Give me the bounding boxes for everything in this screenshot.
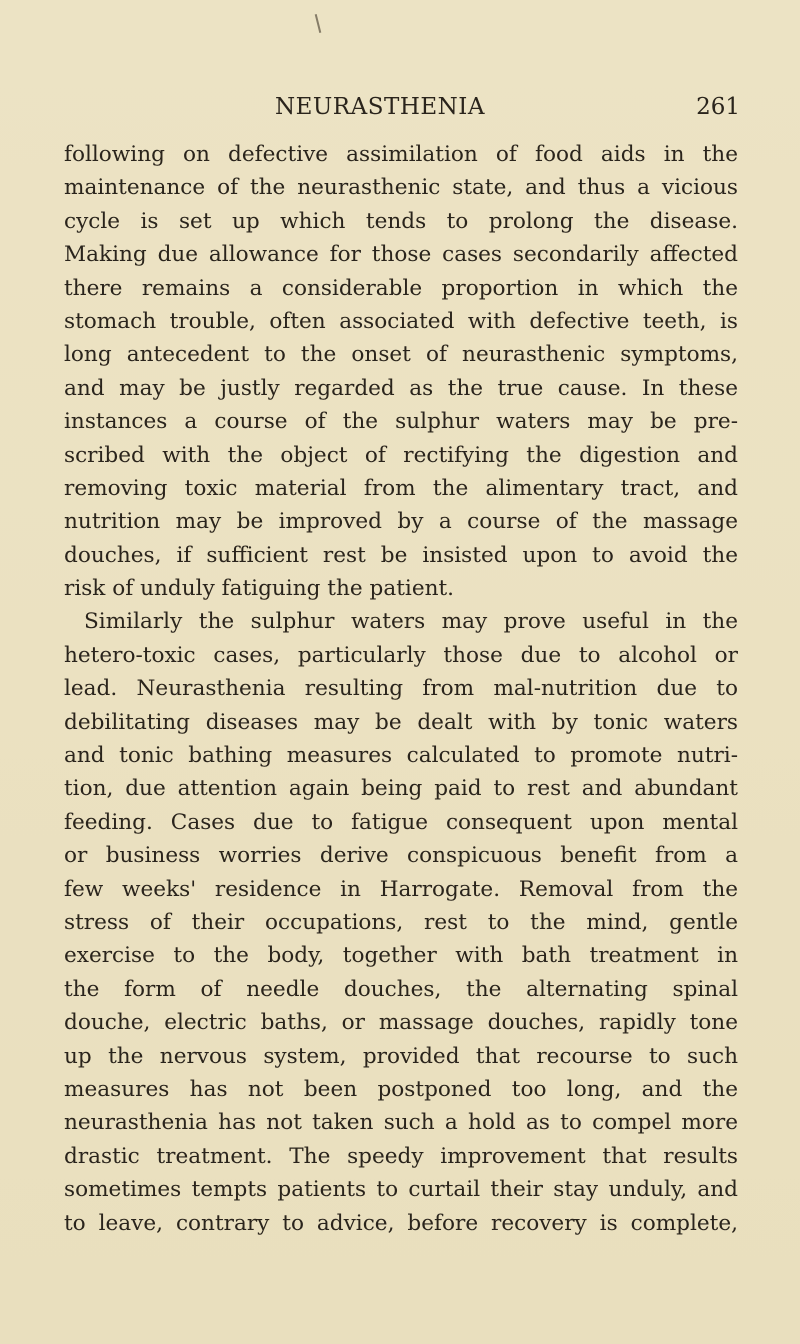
text-line: tion, due attention again being paid to rest and abundant	[64, 776, 738, 802]
text-line: debilitating diseases may be dealt with by tonic waters	[64, 709, 738, 735]
text-line: neurasthenia has not taken such a hold as to compel more	[64, 1110, 738, 1136]
text-line: to leave, contrary to advice, before recovery is complete,	[64, 1210, 738, 1236]
text-line: feeding. Cases due to fatigue consequent upon mental	[64, 809, 738, 835]
text-line-paragraph-end: risk of unduly fatiguing the patient.	[64, 576, 455, 602]
text-line-paragraph-start: Similarly the sulphur waters may prove useful in the	[84, 609, 738, 635]
text-line: and tonic bathing measures calculated to promote nutri-	[64, 743, 738, 769]
text-line: nutrition may be improved by a course of the massage	[64, 509, 738, 535]
text-line: lead. Neurasthenia resulting from mal-nutrition due to	[64, 676, 738, 702]
page-number: 261	[696, 94, 740, 120]
text-line: there remains a considerable proportion in which the	[64, 275, 738, 301]
text-line: stomach trouble, often associated with defective teeth, is	[64, 308, 738, 334]
text-line: instances a course of the sulphur waters may be pre-	[64, 409, 738, 435]
text-line: douches, if sufficient rest be insisted upon to avoid the	[64, 542, 738, 568]
text-line: up the nervous system, provided that recourse to such	[64, 1043, 738, 1069]
text-line: scribed with the object of rectifying the digestion and	[64, 442, 738, 468]
text-line: the form of needle douches, the alternating spinal	[64, 976, 738, 1002]
text-line: cycle is set up which tends to prolong the disease.	[64, 208, 738, 234]
text-line: sometimes tempts patients to curtail their stay unduly, and	[64, 1177, 738, 1203]
body-text	[64, 138, 738, 1240]
text-line: hetero-toxic cases, particularly those due to alcohol or	[64, 642, 738, 668]
text-line: few weeks' residence in Harrogate. Removal from the	[64, 876, 738, 902]
text-line: douche, electric baths, or massage douches, rapidly tone	[64, 1010, 738, 1036]
text-line: drastic treatment. The speedy improvement that results	[64, 1143, 738, 1169]
text-line: long antecedent to the onset of neurasthenic symptoms,	[64, 342, 738, 368]
text-line: following on defective assimilation of food aids in the	[64, 142, 738, 167]
text-line: maintenance of the neurasthenic state, and thus a vicious	[64, 175, 738, 201]
text-line: and may be justly regarded as the true cause. In these	[64, 375, 738, 401]
ink-speck	[315, 14, 322, 33]
text-line: removing toxic material from the alimentary tract, and	[64, 475, 738, 501]
text-line: Making due allowance for those cases secondarily affected	[64, 242, 738, 268]
text-line: measures has not been postponed too long, and the	[64, 1076, 738, 1102]
text-line: stress of their occupations, rest to the mind, gentle	[64, 909, 738, 935]
page-header	[60, 92, 740, 122]
running-title: NEURASTHENIA	[275, 94, 485, 120]
text-line: exercise to the body, together with bath treatment in	[64, 943, 738, 969]
text-line: or business worries derive conspicuous benefit from a	[64, 843, 738, 869]
